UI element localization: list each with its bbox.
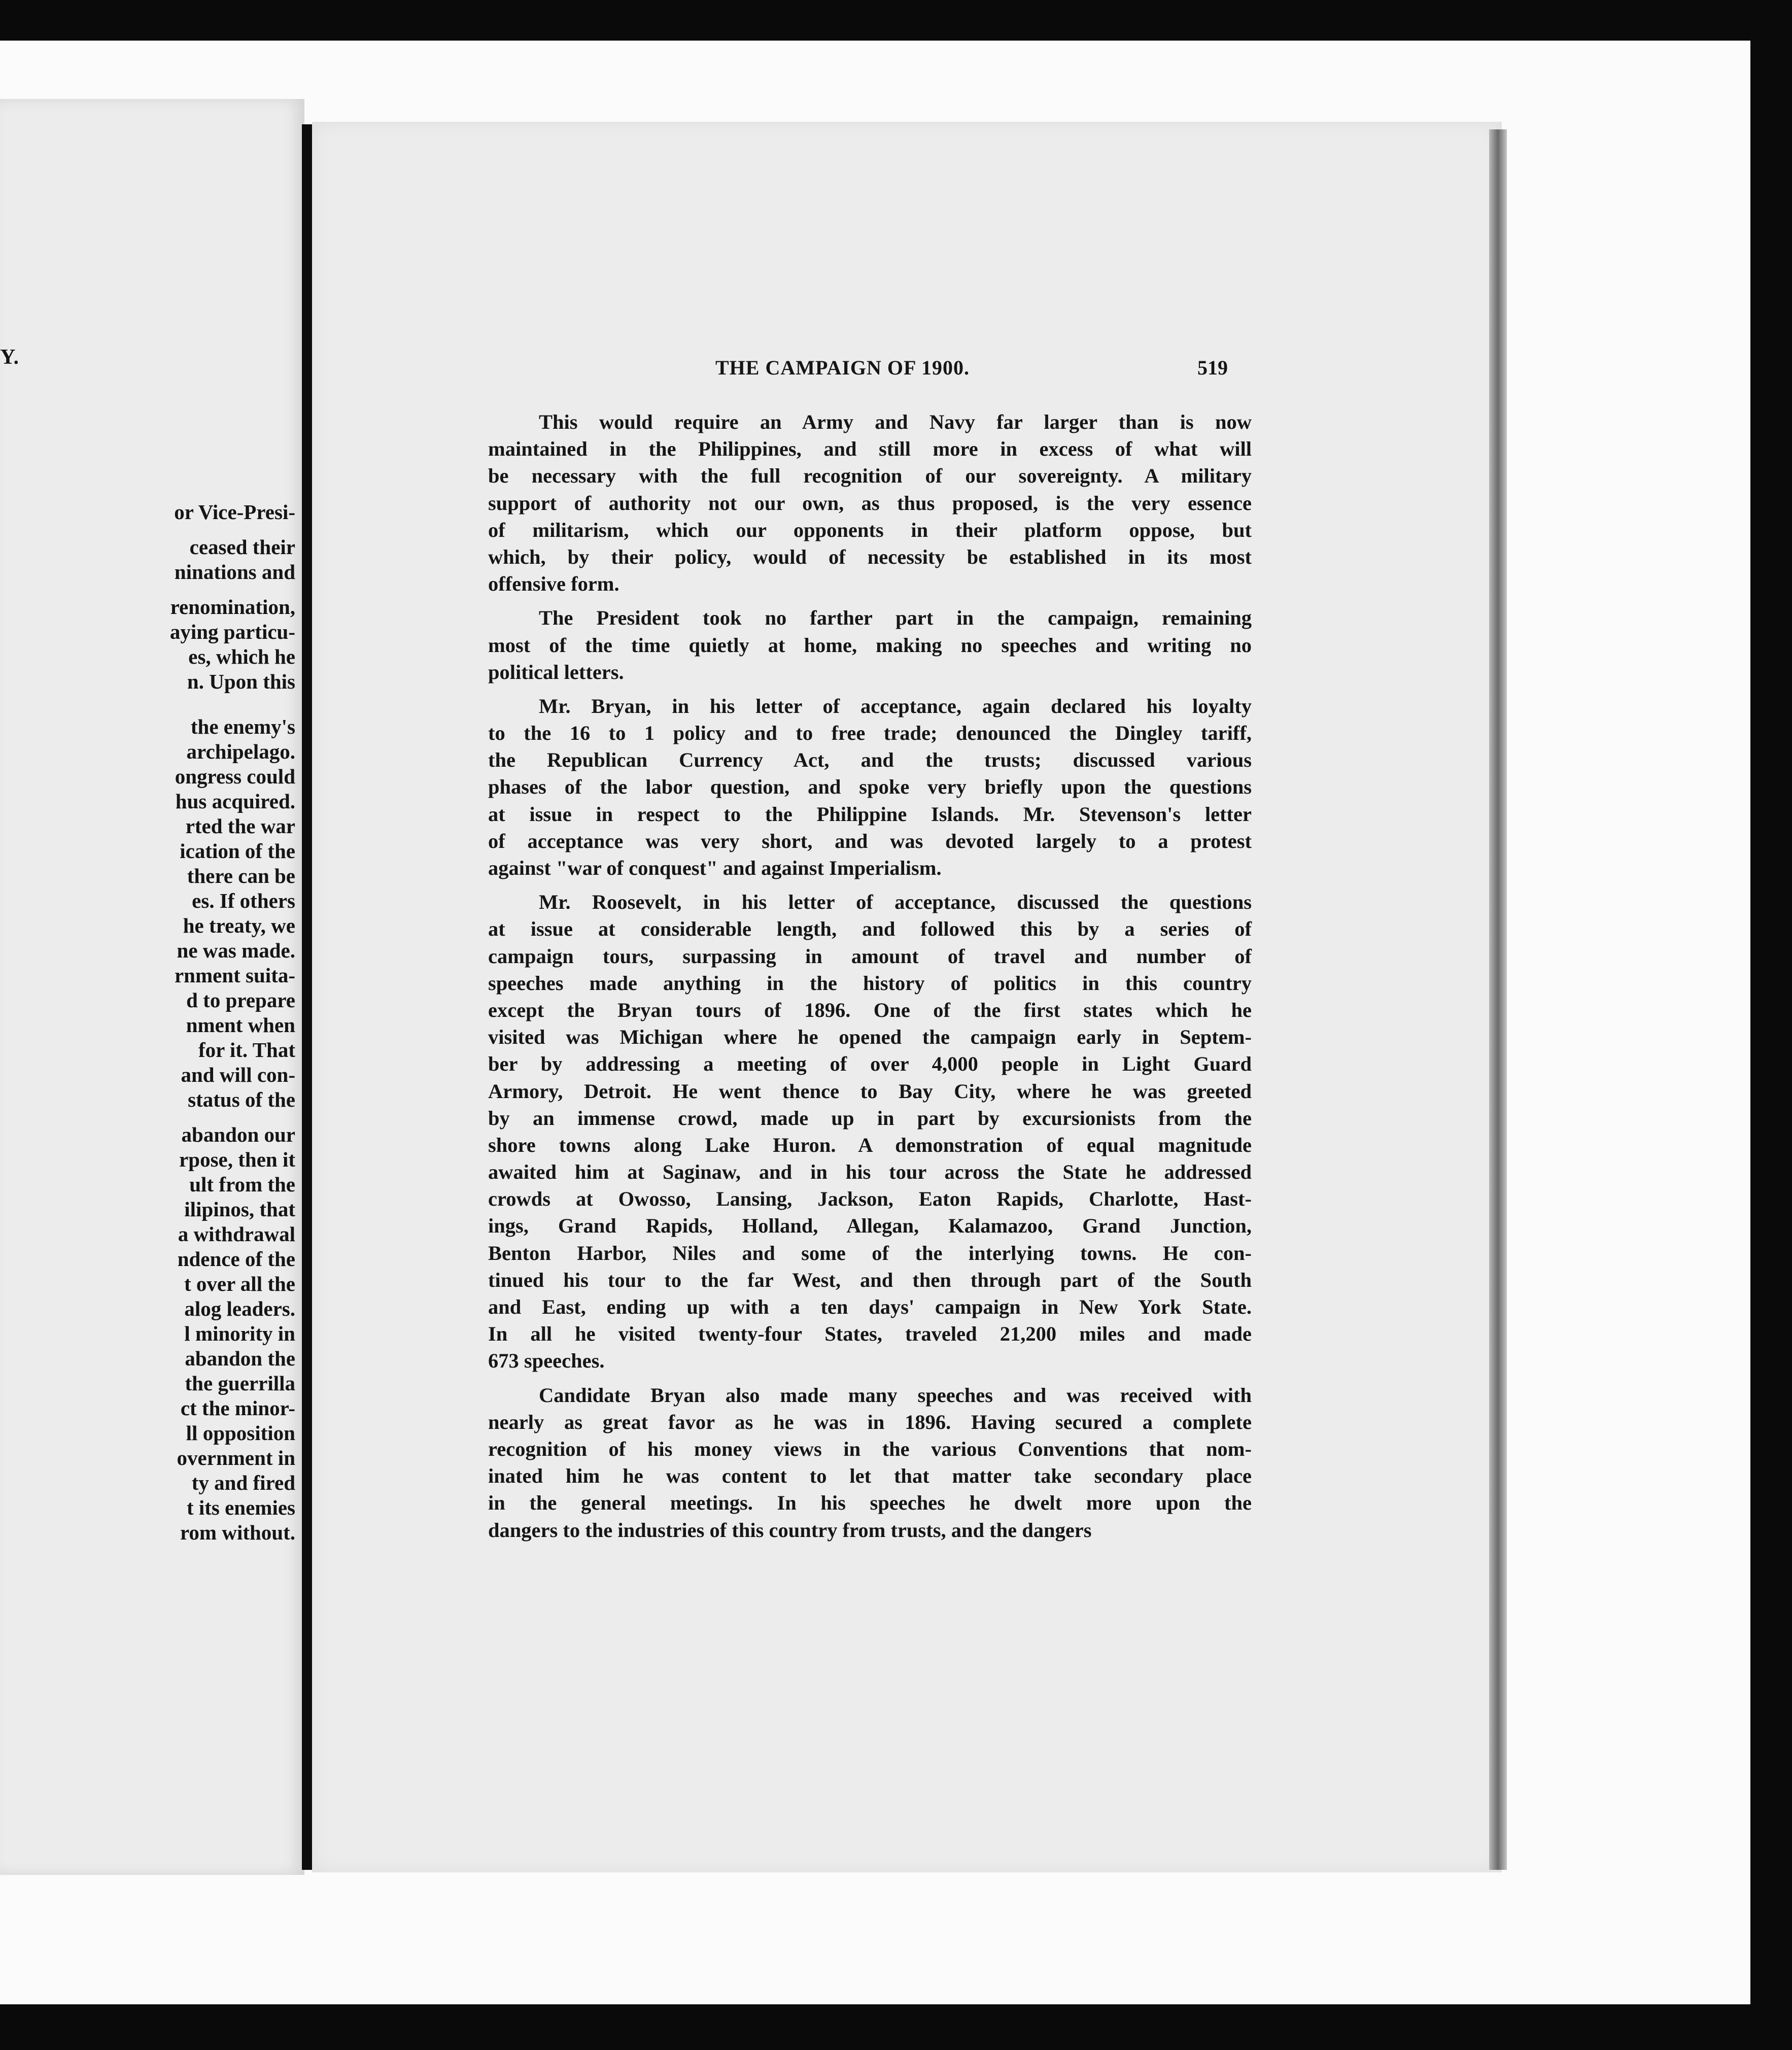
text-line: by an immense crowd, made up in part by excursionists from the bbox=[488, 1106, 1252, 1130]
left-page-line: ceased their bbox=[189, 535, 295, 559]
text-line: most of the time quietly at home, making no speeches and writing no bbox=[488, 633, 1252, 657]
text-line: shore towns along Lake Huron. A demonstration of equal magnitude bbox=[488, 1133, 1252, 1156]
left-page-line: ongress could bbox=[175, 765, 295, 788]
paragraph bbox=[488, 693, 1252, 881]
text-line: awaited him at Saginaw, and in his tour across the State he addressed bbox=[488, 1160, 1252, 1184]
left-page-fragment bbox=[0, 99, 304, 1875]
left-page-line: ilipinos, that bbox=[184, 1198, 295, 1221]
left-page-line: l minority in bbox=[184, 1322, 295, 1345]
text-line: be necessary with the full recognition of our sovereignty. A military bbox=[488, 464, 1252, 488]
left-page-line: and will con- bbox=[181, 1063, 295, 1086]
text-line: ber by addressing a meeting of over 4,000 people in Light Guard bbox=[488, 1052, 1252, 1076]
text-line: speeches made anything in the history of politics in this country bbox=[488, 971, 1252, 995]
text-line: the Republican Currency Act, and the trusts; discussed various bbox=[488, 748, 1252, 772]
page-number: 519 bbox=[1197, 356, 1228, 379]
text-line: visited was Michigan where he opened the campaign early in Septem- bbox=[488, 1026, 1252, 1049]
left-page-line: a withdrawal bbox=[178, 1222, 295, 1246]
text-line: ings, Grand Rapids, Holland, Allegan, Kalamazoo, Grand Junction, bbox=[488, 1214, 1252, 1238]
left-page-line: status of the bbox=[188, 1088, 295, 1111]
left-page-line: abandon our bbox=[181, 1123, 295, 1146]
left-page-line: aying particu- bbox=[169, 620, 295, 643]
left-page-line: archipelago. bbox=[186, 740, 295, 763]
film-border-right bbox=[1750, 0, 1792, 2050]
left-line-gap bbox=[11, 585, 295, 595]
paragraph bbox=[488, 604, 1252, 686]
left-page-line: ne was made. bbox=[177, 939, 295, 962]
left-page-line: ct the minor- bbox=[180, 1396, 295, 1420]
text-line: to the 16 to 1 policy and to free trade; denounced the Dingley tariff, bbox=[488, 722, 1252, 745]
left-page-line: or Vice-Presi- bbox=[174, 500, 295, 524]
text-line: dangers to the industries of this country from trusts, and the dangers bbox=[488, 1518, 1092, 1542]
text-line: political letters. bbox=[488, 660, 624, 684]
left-page-line: ndence of the bbox=[177, 1247, 295, 1271]
text-line: in the general meetings. In his speeches he dwelt more upon the bbox=[488, 1491, 1252, 1515]
text-line: support of authority not our own, as thus proposed, is the very essence bbox=[488, 491, 1252, 515]
text-line: Benton Harbor, Niles and some of the interlying towns. He con- bbox=[488, 1241, 1252, 1265]
text-line: The President took no farther part in the campaign, remaining bbox=[539, 606, 1252, 630]
left-page-line: d to prepare bbox=[186, 988, 295, 1012]
paragraph bbox=[488, 408, 1252, 597]
text-line: campaign tours, surpassing in amount of travel and number of bbox=[488, 944, 1252, 968]
left-page-line: n. Upon this bbox=[187, 670, 295, 693]
paragraph bbox=[488, 1382, 1252, 1544]
text-line: and East, ending up with a ten days' campaign in New York State. bbox=[488, 1295, 1252, 1318]
text-line: 673 speeches. bbox=[488, 1349, 605, 1373]
text-line: of militarism, which our opponents in their platform oppose, but bbox=[488, 518, 1252, 541]
left-page-text bbox=[11, 500, 295, 1545]
text-line: Armory, Detroit. He went thence to Bay City, where he was greeted bbox=[488, 1079, 1252, 1103]
left-page-line: the guerrilla bbox=[185, 1372, 295, 1395]
left-page-line: rnment suita- bbox=[174, 964, 295, 987]
left-page-line: es. If others bbox=[192, 889, 295, 912]
running-head bbox=[715, 352, 1228, 382]
running-title: THE CAMPAIGN OF 1900. bbox=[715, 356, 970, 379]
left-page-line: rpose, then it bbox=[179, 1148, 295, 1171]
left-page-line: overnment in bbox=[177, 1446, 295, 1470]
left-page-line: t over all the bbox=[184, 1272, 295, 1295]
body-text bbox=[488, 408, 1252, 1544]
text-line: inated him he was content to let that matter take secondary place bbox=[488, 1464, 1252, 1488]
text-line: crowds at Owosso, Lansing, Jackson, Eaton Rapids, Charlotte, Hast- bbox=[488, 1187, 1252, 1211]
left-page-line: hus acquired. bbox=[175, 790, 295, 813]
text-line: Mr. Bryan, in his letter of acceptance, again declared his loyalty bbox=[539, 694, 1252, 718]
left-page-line: ult from the bbox=[189, 1173, 295, 1196]
left-running-head: Y. bbox=[0, 346, 19, 369]
left-page-line: rom without. bbox=[180, 1521, 295, 1544]
left-line-gap bbox=[11, 525, 295, 535]
left-page-line: abandon the bbox=[185, 1347, 295, 1370]
left-line-gap bbox=[11, 704, 295, 714]
text-line: recognition of his money views in the various Conventions that nom- bbox=[488, 1437, 1252, 1460]
text-line: which, by their policy, would of necessity be established in its most bbox=[488, 545, 1252, 568]
left-page-line: the enemy's bbox=[190, 715, 295, 738]
text-line: against "war of conquest" and against Imperialism. bbox=[488, 857, 942, 879]
left-page-line: for it. That bbox=[198, 1038, 295, 1062]
left-page-line: ty and fired bbox=[191, 1471, 295, 1494]
left-page-line: renomination, bbox=[170, 595, 295, 619]
left-line-gap bbox=[11, 1112, 295, 1122]
left-page-line: es, which he bbox=[188, 645, 295, 668]
film-border-top bbox=[0, 0, 1792, 41]
left-page-line: there can be bbox=[187, 864, 295, 887]
text-line: nearly as great favor as he was in 1896. Having secured a complete bbox=[488, 1410, 1252, 1433]
text-line: phases of the labor question, and spoke very briefly upon the questions bbox=[488, 775, 1252, 799]
text-line: except the Bryan tours of 1896. One of the first states which he bbox=[488, 998, 1252, 1021]
left-page-line: nment when bbox=[186, 1013, 295, 1037]
paragraph bbox=[488, 889, 1252, 1374]
text-line: at issue in respect to the Philippine Islands. Mr. Stevenson's letter bbox=[488, 802, 1252, 826]
left-page-line: alog leaders. bbox=[184, 1297, 295, 1320]
text-line: Mr. Roosevelt, in his letter of acceptance, discussed the questions bbox=[539, 891, 1252, 914]
left-page-line: ninations and bbox=[174, 560, 295, 584]
text-line: offensive form. bbox=[488, 572, 619, 596]
left-page-line: ication of the bbox=[180, 839, 295, 863]
book-gutter bbox=[302, 124, 312, 1870]
page-edge bbox=[1489, 129, 1507, 1870]
film-border-bottom bbox=[0, 2004, 1792, 2050]
left-page-line: ll opposition bbox=[186, 1421, 295, 1445]
text-line: tinued his tour to the far West, and then through part of the South bbox=[488, 1268, 1252, 1291]
left-page-line: he treaty, we bbox=[183, 914, 295, 937]
text-line: maintained in the Philippines, and still more in excess of what will bbox=[488, 437, 1252, 461]
left-line-gap bbox=[11, 694, 295, 704]
text-line: at issue at considerable length, and followed this by a series of bbox=[488, 917, 1252, 941]
text-line: In all he visited twenty-four States, traveled 21,200 miles and made bbox=[488, 1322, 1252, 1346]
left-page-line: rted the war bbox=[185, 814, 295, 838]
left-page-line: t its enemies bbox=[186, 1496, 295, 1519]
text-line: Candidate Bryan also made many speeches and was received with bbox=[539, 1383, 1252, 1407]
text-line: This would require an Army and Navy far larger than is now bbox=[539, 411, 1252, 433]
text-line: of acceptance was very short, and was devoted largely to a protest bbox=[488, 829, 1252, 852]
